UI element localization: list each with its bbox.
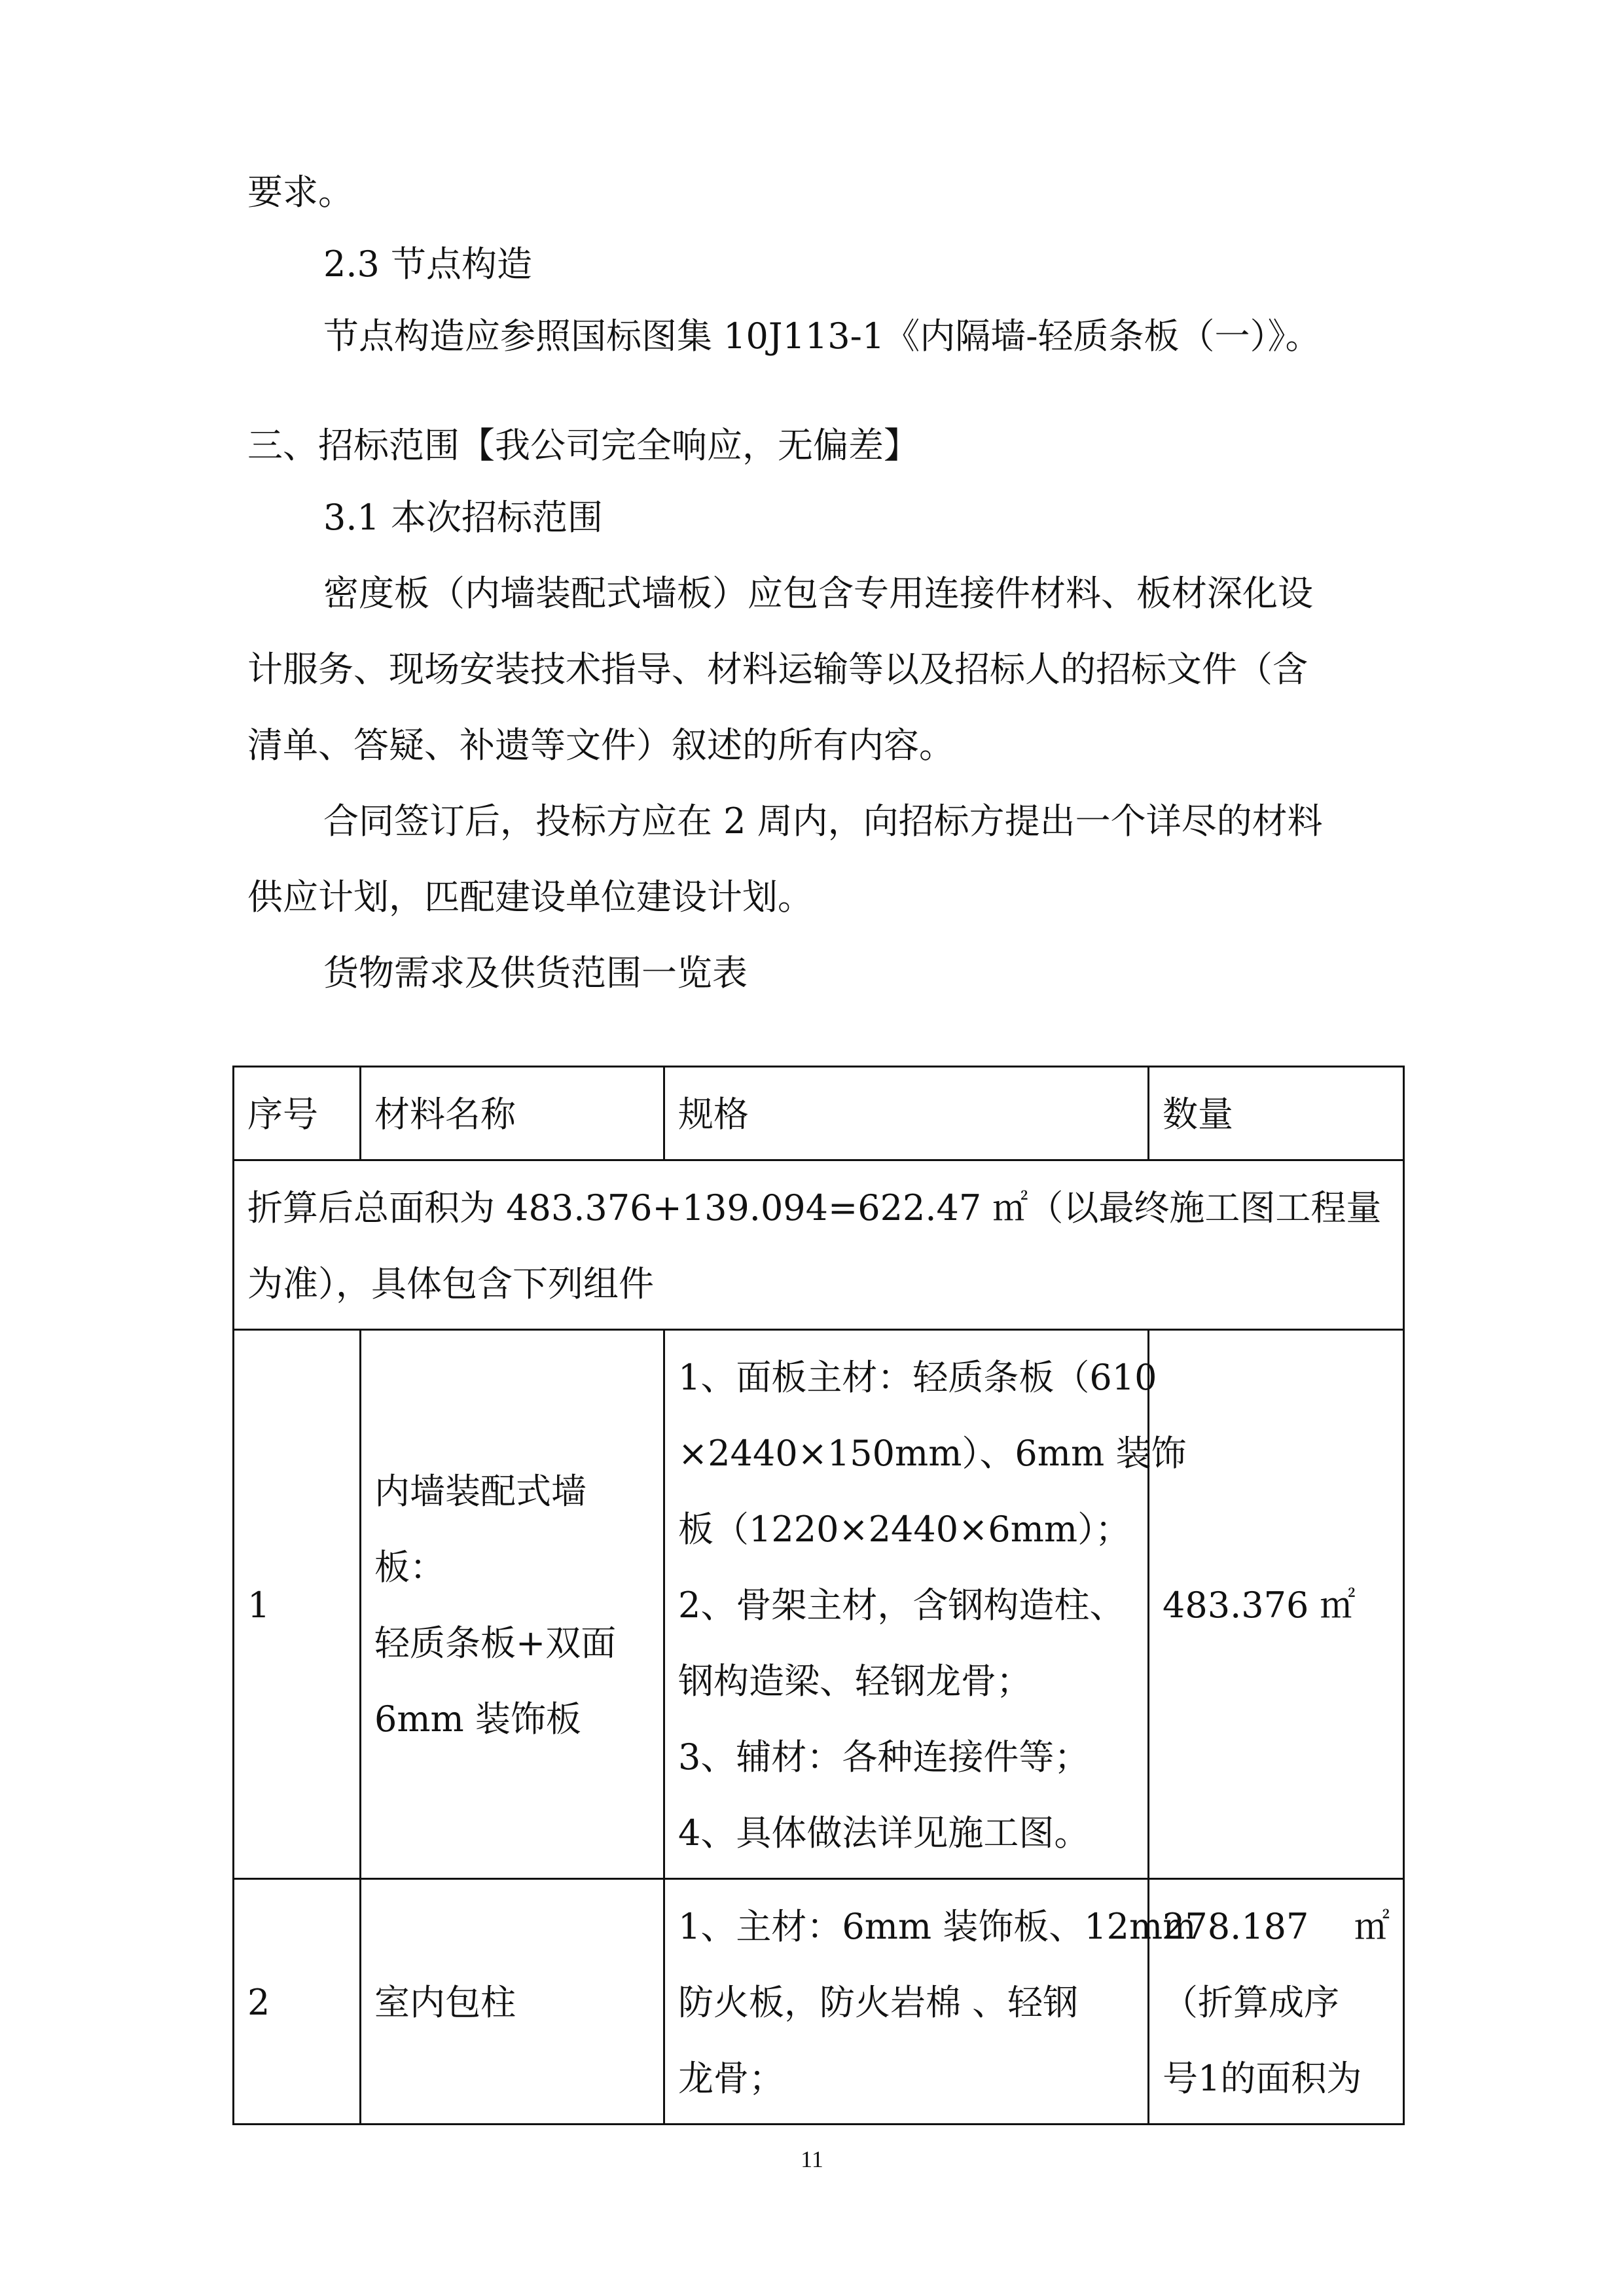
table-row [234,1330,1404,1879]
row-2-name-line: 室内包柱 [374,1982,516,2023]
row-2-spec-line: 防火板，防火岩棉 、轻钢 [678,1982,1079,2023]
row-1-spec-line: 3、辅材：各种连接件等； [678,1736,1090,1778]
table-row [234,1879,1404,2125]
row-1-spec-line: 1、面板主材：轻质条板（610 [678,1357,1157,1398]
section-heading-3-1: 3.1 本次招标范围 [323,497,604,538]
row-1-spec-line: ×2440×150mm）、6mm 装饰 [678,1433,1187,1474]
header-no: 序号 [234,1067,361,1160]
row-1-spec-line: 2、骨架主材，含钢构造柱、 [678,1585,1125,1626]
header-qty: 数量 [1149,1067,1404,1160]
page-number: 11 [801,2146,823,2172]
summary-line-1: 折算后总面积为 483.376+139.094=622.47 ㎡（以最终施工图工程量 [247,1187,1382,1229]
paragraph-continuation: 要求。 [247,171,353,213]
row-1-name-line: 6mm 装饰板 [374,1698,581,1740]
row-2-spec [664,1879,1197,2125]
row-2-qty-first-line [1163,1889,1390,1965]
paragraph-node-structure: 节点构造应参照国标图集 10J113-1《内隔墙-轻质条板（一）》。 [323,315,1321,357]
paragraph-scope-line-1: 密度板（内墙装配式墙板）应包含专用连接件材料、板材深化设 [323,573,1313,614]
row-2-spec-line: 龙骨； [678,2058,784,2099]
row-1-name-line: 板： [374,1547,445,1588]
row-1-no: 1 [234,1330,361,1879]
row-1-qty [1149,1330,1404,1879]
row-2-qty-unit: ㎡ [1354,1906,1390,1947]
paragraph-contract-line-1: 合同签订后，投标方应在 2 周内，向招标方提出一个详尽的材料 [323,800,1323,842]
paragraph-scope-line-3: 清单、答疑、补遗等文件）叙述的所有内容。 [247,725,954,766]
paragraph-contract-line-2: 供应计划，匹配建设单位建设计划。 [247,876,813,918]
summary-cell [234,1160,1404,1330]
row-1-spec-line: 板（1220×2440×6mm）； [678,1509,1131,1550]
row-1-name-line: 轻质条板+双面 [374,1623,617,1664]
table-title: 货物需求及供货范围一览表 [323,952,748,994]
row-1-qty-value: 483.376 ㎡ [1163,1585,1356,1626]
row-1-name-line: 内墙装配式墙 [374,1471,586,1512]
row-1-spec [664,1330,1187,1879]
row-2-qty [1149,1879,1404,2125]
row-2-no: 2 [234,1879,361,2125]
row-2-qty-value: 278.187 [1163,1906,1309,1947]
row-1-name [361,1330,664,1879]
row-1-spec-line: 4、具体做法详见施工图。 [678,1812,1090,1854]
row-2-spec-line: 1、主材：6mm 装饰板、12mm [678,1906,1197,1947]
row-2-name [361,1879,664,2125]
paragraph-scope-line-2: 计服务、现场安装技术指导、材料运输等以及招标人的招标文件（含 [247,649,1308,690]
table-summary-row [234,1160,1404,1330]
section-heading-3: 三、招标范围【我公司完全响应，无偏差】 [247,425,919,466]
header-spec: 规格 [664,1067,1149,1160]
row-2-qty-line: （折算成序 [1163,1982,1339,2023]
table-header-row [234,1067,1404,1160]
section-heading-2-3: 2.3 节点构造 [323,243,533,285]
row-2-qty-line: 号1的面积为 [1163,2058,1362,2099]
goods-table [232,1066,1405,2125]
row-1-spec-line: 钢构造梁、轻钢龙骨； [678,1660,1032,1702]
summary-line-2: 为准），具体包含下列组件 [247,1263,654,1304]
header-name: 材料名称 [361,1067,664,1160]
